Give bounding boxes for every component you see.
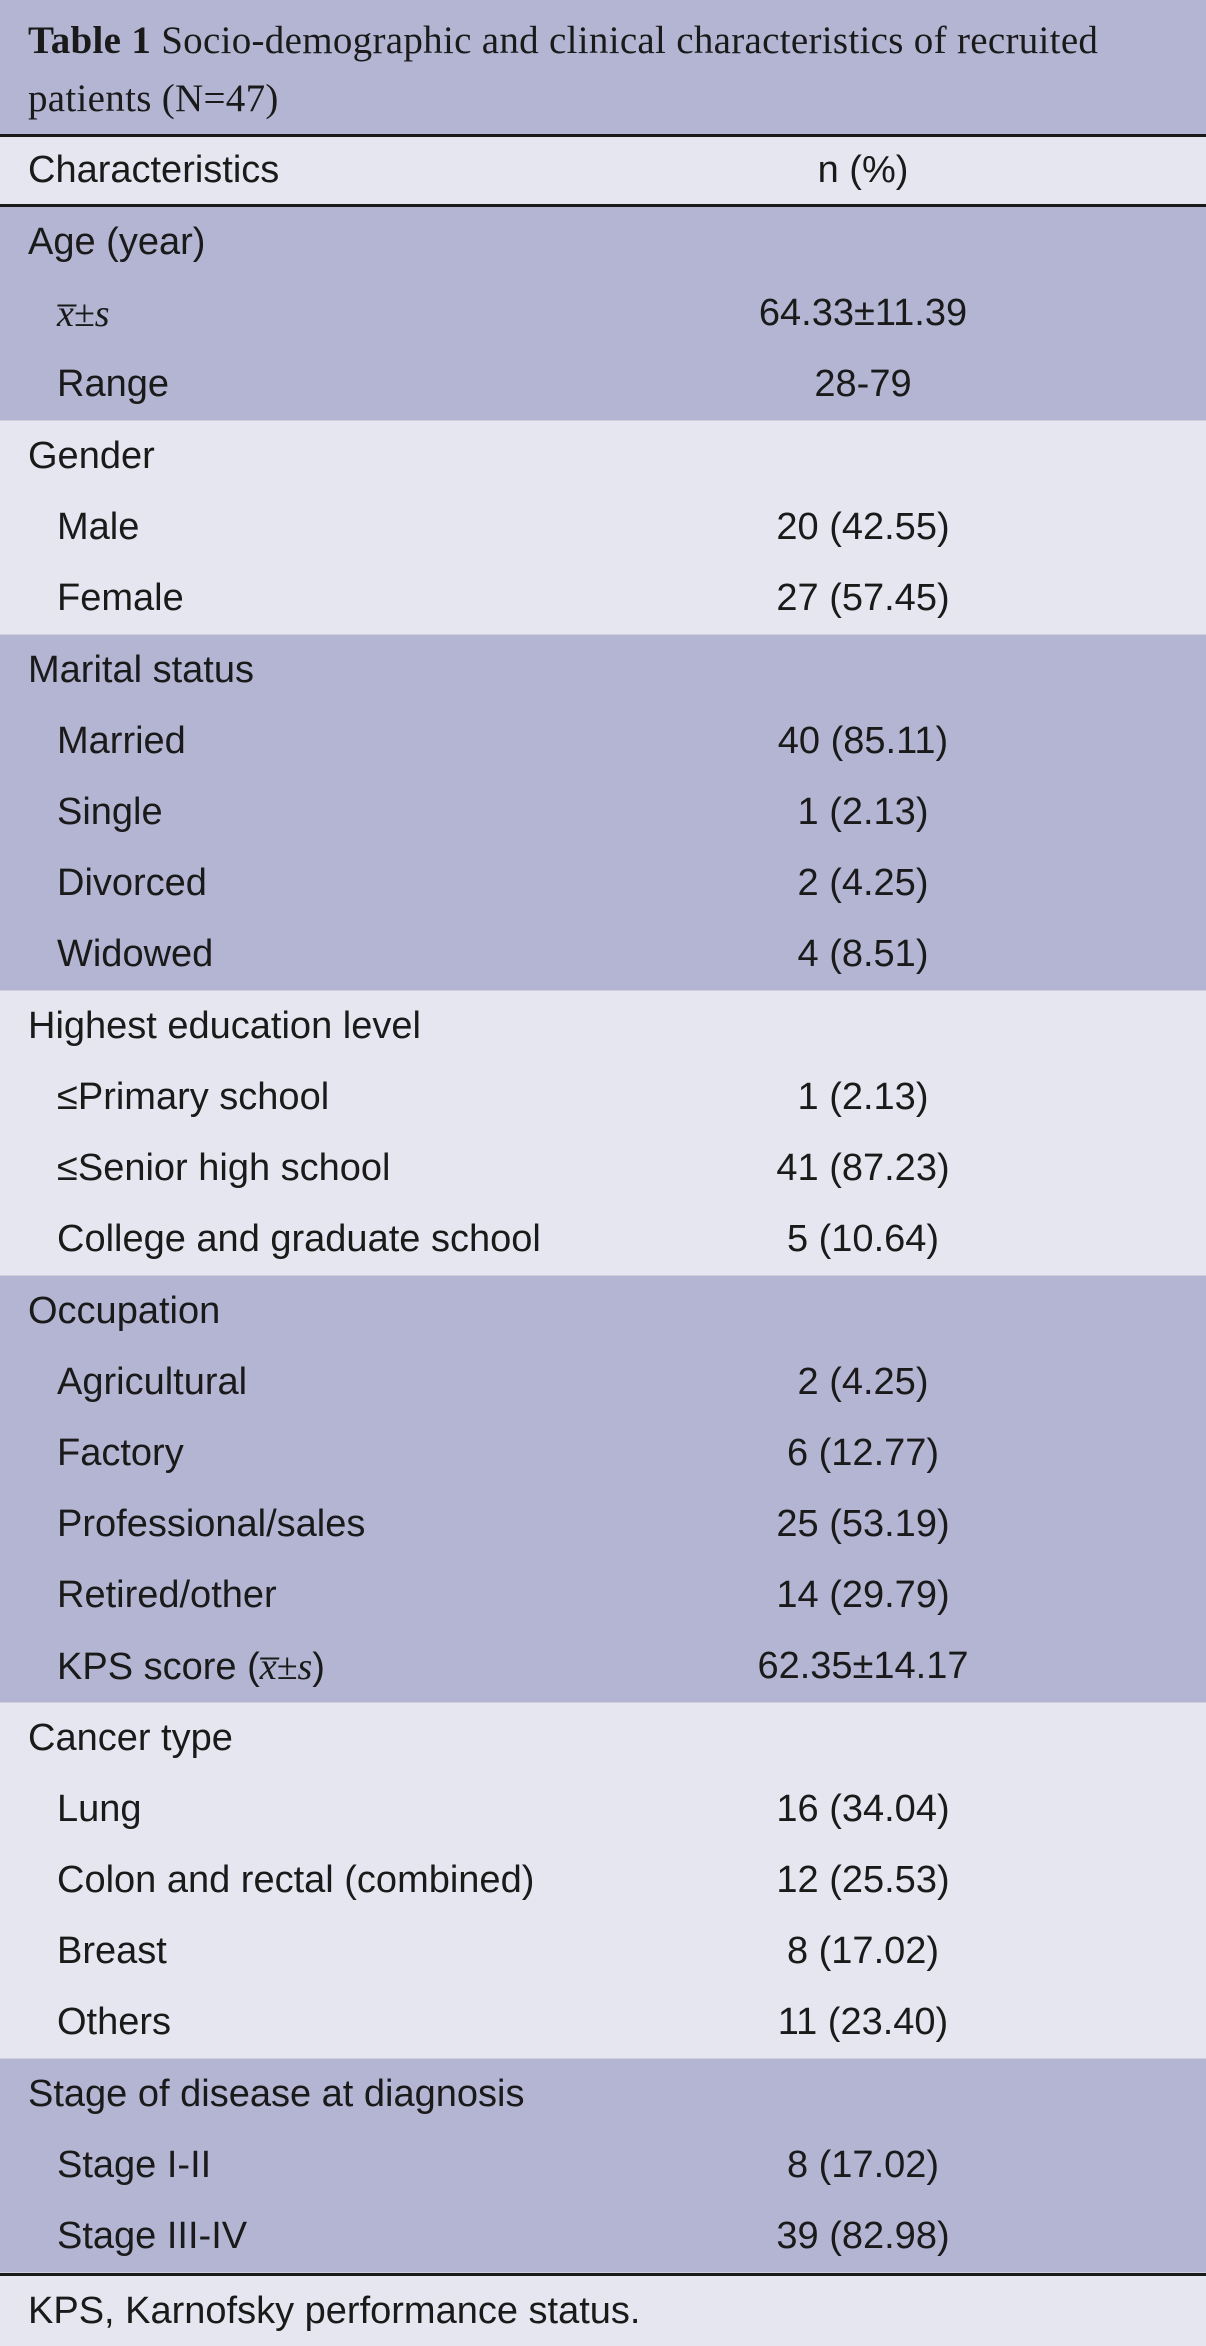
- row-label: Single: [57, 791, 163, 833]
- header-characteristics: Characteristics: [28, 149, 280, 191]
- row-value: 2 (4.25): [797, 862, 929, 904]
- group-title: Age (year): [28, 221, 206, 263]
- header-n-percent: n (%): [817, 149, 909, 191]
- table-row: [0, 1418, 1206, 1489]
- group-title-row: [0, 991, 1206, 1062]
- row-label: Male: [57, 506, 140, 548]
- row-value: 27 (57.45): [776, 577, 950, 619]
- row-value: 5 (10.64): [786, 1218, 940, 1260]
- table-row: [0, 1062, 1206, 1133]
- row-value: 39 (82.98): [776, 2215, 950, 2257]
- table-body: [0, 207, 1206, 2273]
- row-label: Stage I-II: [57, 2144, 212, 2186]
- row-value: 25 (53.19): [776, 1503, 950, 1545]
- table-header: [0, 137, 1206, 204]
- table-footnote: KPS, Karnofsky performance status.: [0, 2276, 1206, 2346]
- row-label: Married: [57, 720, 186, 762]
- row-value: 62.35±14.17: [757, 1645, 969, 1687]
- table-row: [0, 1774, 1206, 1845]
- row-value: 6 (12.77): [786, 1432, 940, 1474]
- caption-text: Socio-demographic and clinical characteristics of recruited patients (N=47): [28, 19, 1099, 120]
- table-row: [0, 563, 1206, 634]
- table-row: [0, 1845, 1206, 1916]
- group-title-row: [0, 2059, 1206, 2130]
- table-row: [0, 1204, 1206, 1275]
- row-group: [0, 2059, 1206, 2273]
- row-value: 16 (34.04): [776, 1788, 950, 1830]
- row-value: 1 (2.13): [797, 791, 929, 833]
- table-row: [0, 1133, 1206, 1204]
- table-caption: [0, 0, 1206, 134]
- row-label: KPS score (x̅±s): [57, 1645, 325, 1688]
- row-label: Factory: [57, 1432, 184, 1474]
- row-value: 4 (8.51): [797, 933, 929, 975]
- row-value: 64.33±11.39: [758, 292, 968, 334]
- row-label: Female: [57, 577, 184, 619]
- group-title: Highest education level: [28, 1005, 421, 1047]
- group-title: Gender: [28, 435, 155, 477]
- table-row: [0, 1987, 1206, 2058]
- table-row: [0, 349, 1206, 420]
- row-label: ≤Senior high school: [57, 1147, 391, 1189]
- row-label: Retired/other: [57, 1574, 277, 1616]
- table-row: [0, 706, 1206, 777]
- row-value: 1 (2.13): [797, 1076, 929, 1118]
- row-label: Lung: [57, 1788, 142, 1830]
- row-label: Widowed: [57, 933, 214, 975]
- group-title: Stage of disease at diagnosis: [28, 2073, 525, 2115]
- group-title: Marital status: [28, 649, 254, 691]
- row-value: 8 (17.02): [786, 2144, 940, 2186]
- caption-label: Table 1: [28, 19, 152, 62]
- row-label: Colon and rectal (combined): [57, 1859, 535, 1901]
- row-value: 28-79: [814, 363, 912, 405]
- table-row: [0, 848, 1206, 919]
- row-group: [0, 1703, 1206, 2059]
- row-group: [0, 1276, 1206, 1703]
- table-row: [0, 2130, 1206, 2201]
- group-title-row: [0, 421, 1206, 492]
- row-group: [0, 991, 1206, 1276]
- row-value: 41 (87.23): [776, 1147, 950, 1189]
- row-label: Range: [57, 363, 169, 405]
- row-value: 14 (29.79): [776, 1574, 950, 1616]
- row-label: Divorced: [57, 862, 207, 904]
- row-label: Stage III-IV: [57, 2215, 248, 2257]
- table-row: [0, 777, 1206, 848]
- row-value: 2 (4.25): [797, 1361, 929, 1403]
- row-label: ≤Primary school: [57, 1076, 330, 1118]
- row-label: x̅±s: [57, 292, 110, 335]
- group-title-row: [0, 635, 1206, 706]
- row-group: [0, 207, 1206, 421]
- row-group: [0, 635, 1206, 991]
- table-row: [0, 1916, 1206, 1987]
- row-label: Breast: [57, 1930, 167, 1972]
- table-row: [0, 1489, 1206, 1560]
- row-group: [0, 421, 1206, 635]
- row-label: College and graduate school: [57, 1218, 541, 1260]
- row-value: 8 (17.02): [786, 1930, 940, 1972]
- group-title-row: [0, 1703, 1206, 1774]
- group-title: Occupation: [28, 1290, 221, 1332]
- row-value: 20 (42.55): [776, 506, 950, 548]
- row-value: 11 (23.40): [777, 2001, 949, 2043]
- row-value: 12 (25.53): [776, 1859, 950, 1901]
- row-label: Professional/sales: [57, 1503, 366, 1545]
- table-row: [0, 278, 1206, 349]
- group-title: Cancer type: [28, 1717, 233, 1759]
- group-title-row: [0, 1276, 1206, 1347]
- row-value: 40 (85.11): [777, 720, 949, 762]
- row-label: Others: [57, 2001, 172, 2043]
- table-row: [0, 919, 1206, 990]
- table-row: [0, 1631, 1206, 1702]
- row-label: Agricultural: [57, 1361, 248, 1403]
- table-row: [0, 492, 1206, 563]
- table-row: [0, 1347, 1206, 1418]
- group-title-row: [0, 207, 1206, 278]
- table-row: [0, 2201, 1206, 2272]
- table-row: [0, 1560, 1206, 1631]
